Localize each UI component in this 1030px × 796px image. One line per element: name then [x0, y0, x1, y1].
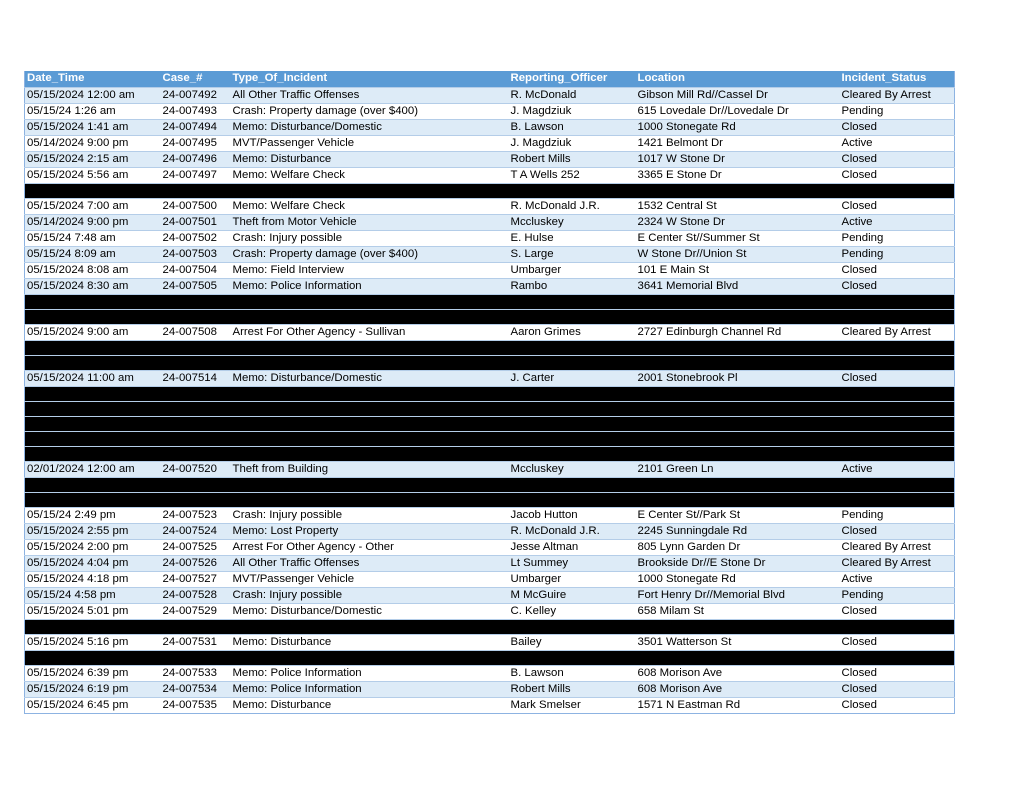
cell-location: 608 Morison Ave	[636, 681, 840, 697]
cell-type-of-incident: MVT/Passenger Vehicle	[231, 571, 509, 587]
redacted-row	[25, 294, 955, 309]
cell-incident-status: Pending	[840, 507, 955, 523]
cell-case-number: 24-007494	[161, 119, 231, 135]
cell-incident-status: Closed	[840, 278, 955, 294]
cell-reporting-officer: Mccluskey	[509, 461, 636, 477]
cell-location: 3365 E Stone Dr	[636, 167, 840, 183]
cell-incident-status	[840, 446, 955, 461]
cell-location: 2001 Stonebrook Pl	[636, 370, 840, 386]
cell-date-time	[25, 401, 161, 416]
cell-type-of-incident: Theft from Motor Vehicle	[231, 214, 509, 230]
cell-reporting-officer	[509, 477, 636, 492]
cell-location: 805 Lynn Garden Dr	[636, 539, 840, 555]
cell-incident-status: Closed	[840, 523, 955, 539]
cell-date-time: 05/15/2024 8:08 am	[25, 262, 161, 278]
cell-reporting-officer: Jesse Altman	[509, 539, 636, 555]
column-header-type-of-incident: Type_Of_Incident	[231, 71, 509, 87]
column-header-reporting-officer: Reporting_Officer	[509, 71, 636, 87]
cell-incident-status: Pending	[840, 246, 955, 262]
cell-location: 658 Milam St	[636, 603, 840, 619]
table-row	[25, 87, 955, 103]
cell-location	[636, 355, 840, 370]
cell-type-of-incident: Memo: Disturbance	[231, 634, 509, 650]
redacted-row	[25, 401, 955, 416]
cell-incident-status: Closed	[840, 697, 955, 713]
redacted-row	[25, 340, 955, 355]
cell-reporting-officer: Umbarger	[509, 571, 636, 587]
cell-incident-status	[840, 355, 955, 370]
cell-case-number	[161, 309, 231, 324]
cell-case-number: 24-007505	[161, 278, 231, 294]
cell-case-number: 24-007528	[161, 587, 231, 603]
cell-date-time	[25, 355, 161, 370]
table-row	[25, 214, 955, 230]
cell-date-time	[25, 416, 161, 431]
cell-incident-status: Closed	[840, 634, 955, 650]
cell-incident-status	[840, 183, 955, 198]
redacted-row	[25, 477, 955, 492]
cell-type-of-incident: Memo: Disturbance/Domestic	[231, 119, 509, 135]
cell-reporting-officer: T A Wells 252	[509, 167, 636, 183]
table-row	[25, 278, 955, 294]
cell-location: 2324 W Stone Dr	[636, 214, 840, 230]
table-row	[25, 370, 955, 386]
cell-reporting-officer	[509, 294, 636, 309]
cell-case-number: 24-007529	[161, 603, 231, 619]
cell-incident-status	[840, 431, 955, 446]
table-row	[25, 539, 955, 555]
cell-location: Gibson Mill Rd//Cassel Dr	[636, 87, 840, 103]
cell-date-time: 02/01/2024 12:00 am	[25, 461, 161, 477]
cell-date-time	[25, 183, 161, 198]
table-row	[25, 103, 955, 119]
cell-case-number	[161, 355, 231, 370]
cell-date-time: 05/15/24 2:49 pm	[25, 507, 161, 523]
cell-reporting-officer: J. Magdziuk	[509, 103, 636, 119]
cell-date-time: 05/15/2024 1:41 am	[25, 119, 161, 135]
cell-type-of-incident: Memo: Disturbance	[231, 697, 509, 713]
cell-case-number: 24-007495	[161, 135, 231, 151]
column-header-date-time: Date_Time	[25, 71, 161, 87]
cell-reporting-officer	[509, 386, 636, 401]
cell-type-of-incident	[231, 650, 509, 665]
cell-date-time: 05/15/2024 2:55 pm	[25, 523, 161, 539]
cell-incident-status: Cleared By Arrest	[840, 87, 955, 103]
cell-incident-status: Cleared By Arrest	[840, 539, 955, 555]
cell-type-of-incident	[231, 619, 509, 634]
cell-date-time	[25, 386, 161, 401]
cell-location	[636, 431, 840, 446]
column-header-location: Location	[636, 71, 840, 87]
cell-type-of-incident	[231, 477, 509, 492]
cell-type-of-incident: All Other Traffic Offenses	[231, 87, 509, 103]
cell-case-number	[161, 340, 231, 355]
table-row	[25, 119, 955, 135]
cell-reporting-officer	[509, 416, 636, 431]
cell-incident-status: Closed	[840, 681, 955, 697]
cell-reporting-officer: R. McDonald	[509, 87, 636, 103]
cell-case-number	[161, 619, 231, 634]
cell-date-time	[25, 294, 161, 309]
cell-type-of-incident: Arrest For Other Agency - Sullivan	[231, 324, 509, 340]
cell-case-number: 24-007531	[161, 634, 231, 650]
cell-date-time: 05/14/2024 9:00 pm	[25, 214, 161, 230]
incident-log-table	[24, 71, 955, 714]
cell-date-time: 05/15/2024 5:56 am	[25, 167, 161, 183]
cell-location	[636, 492, 840, 507]
cell-case-number	[161, 650, 231, 665]
cell-reporting-officer: M McGuire	[509, 587, 636, 603]
cell-date-time: 05/15/2024 12:00 am	[25, 87, 161, 103]
cell-reporting-officer: Rambo	[509, 278, 636, 294]
cell-location	[636, 309, 840, 324]
cell-reporting-officer: Robert Mills	[509, 681, 636, 697]
table-row	[25, 230, 955, 246]
cell-case-number: 24-007534	[161, 681, 231, 697]
cell-location	[636, 401, 840, 416]
cell-type-of-incident: Theft from Building	[231, 461, 509, 477]
cell-type-of-incident: Arrest For Other Agency - Other	[231, 539, 509, 555]
cell-case-number: 24-007504	[161, 262, 231, 278]
cell-date-time: 05/15/2024 4:04 pm	[25, 555, 161, 571]
cell-incident-status: Pending	[840, 230, 955, 246]
cell-incident-status	[840, 309, 955, 324]
redacted-row	[25, 492, 955, 507]
cell-case-number: 24-007508	[161, 324, 231, 340]
cell-case-number	[161, 446, 231, 461]
redacted-row	[25, 619, 955, 634]
cell-location: E Center St//Park St	[636, 507, 840, 523]
cell-date-time	[25, 446, 161, 461]
cell-case-number: 24-007514	[161, 370, 231, 386]
cell-location: 1421 Belmont Dr	[636, 135, 840, 151]
cell-type-of-incident: Crash: Property damage (over $400)	[231, 103, 509, 119]
cell-date-time	[25, 650, 161, 665]
cell-date-time: 05/15/2024 2:15 am	[25, 151, 161, 167]
table-row	[25, 324, 955, 340]
cell-date-time: 05/15/2024 6:39 pm	[25, 665, 161, 681]
cell-case-number: 24-007520	[161, 461, 231, 477]
table-row	[25, 665, 955, 681]
cell-case-number: 24-007502	[161, 230, 231, 246]
cell-case-number: 24-007496	[161, 151, 231, 167]
cell-location: 2245 Sunningdale Rd	[636, 523, 840, 539]
cell-location: 1017 W Stone Dr	[636, 151, 840, 167]
cell-location: 608 Morison Ave	[636, 665, 840, 681]
cell-case-number: 24-007492	[161, 87, 231, 103]
cell-case-number	[161, 401, 231, 416]
cell-type-of-incident	[231, 416, 509, 431]
cell-case-number	[161, 477, 231, 492]
cell-date-time: 05/15/2024 9:00 am	[25, 324, 161, 340]
cell-reporting-officer	[509, 355, 636, 370]
cell-reporting-officer: Jacob Hutton	[509, 507, 636, 523]
table-row	[25, 603, 955, 619]
cell-date-time: 05/14/2024 9:00 pm	[25, 135, 161, 151]
cell-reporting-officer: Robert Mills	[509, 151, 636, 167]
cell-type-of-incident	[231, 355, 509, 370]
cell-incident-status	[840, 386, 955, 401]
cell-incident-status: Closed	[840, 262, 955, 278]
cell-incident-status: Closed	[840, 119, 955, 135]
cell-reporting-officer: Umbarger	[509, 262, 636, 278]
cell-type-of-incident	[231, 446, 509, 461]
cell-type-of-incident	[231, 309, 509, 324]
cell-incident-status: Cleared By Arrest	[840, 555, 955, 571]
cell-date-time: 05/15/2024 8:30 am	[25, 278, 161, 294]
cell-location: 3501 Watterson St	[636, 634, 840, 650]
cell-type-of-incident: Memo: Disturbance	[231, 151, 509, 167]
cell-case-number	[161, 294, 231, 309]
cell-case-number	[161, 183, 231, 198]
cell-date-time: 05/15/2024 2:00 pm	[25, 539, 161, 555]
cell-reporting-officer: R. McDonald J.R.	[509, 198, 636, 214]
cell-case-number: 24-007533	[161, 665, 231, 681]
cell-type-of-incident: Memo: Field Interview	[231, 262, 509, 278]
cell-type-of-incident	[231, 294, 509, 309]
cell-date-time: 05/15/2024 6:19 pm	[25, 681, 161, 697]
cell-location: 1000 Stonegate Rd	[636, 119, 840, 135]
cell-type-of-incident	[231, 183, 509, 198]
cell-case-number: 24-007527	[161, 571, 231, 587]
cell-type-of-incident: Memo: Welfare Check	[231, 198, 509, 214]
cell-case-number	[161, 431, 231, 446]
cell-location: Brookside Dr//E Stone Dr	[636, 555, 840, 571]
cell-case-number: 24-007526	[161, 555, 231, 571]
table-row	[25, 697, 955, 713]
cell-incident-status: Closed	[840, 370, 955, 386]
cell-type-of-incident	[231, 492, 509, 507]
cell-type-of-incident: Crash: Property damage (over $400)	[231, 246, 509, 262]
cell-location: 1571 N Eastman Rd	[636, 697, 840, 713]
cell-reporting-officer	[509, 340, 636, 355]
cell-incident-status: Active	[840, 461, 955, 477]
cell-incident-status	[840, 401, 955, 416]
cell-reporting-officer: Mark Smelser	[509, 697, 636, 713]
cell-location	[636, 446, 840, 461]
cell-location	[636, 294, 840, 309]
redacted-row	[25, 183, 955, 198]
cell-case-number: 24-007523	[161, 507, 231, 523]
cell-type-of-incident: Memo: Disturbance/Domestic	[231, 603, 509, 619]
cell-incident-status: Closed	[840, 167, 955, 183]
cell-location	[636, 183, 840, 198]
table-row	[25, 634, 955, 650]
cell-case-number: 24-007525	[161, 539, 231, 555]
cell-date-time	[25, 492, 161, 507]
cell-case-number: 24-007535	[161, 697, 231, 713]
cell-reporting-officer	[509, 650, 636, 665]
cell-reporting-officer: Bailey	[509, 634, 636, 650]
cell-incident-status: Active	[840, 571, 955, 587]
cell-reporting-officer	[509, 431, 636, 446]
table-row	[25, 461, 955, 477]
table-row	[25, 198, 955, 214]
table-row	[25, 571, 955, 587]
cell-location: 2727 Edinburgh Channel Rd	[636, 324, 840, 340]
redacted-row	[25, 431, 955, 446]
cell-date-time: 05/15/2024 7:00 am	[25, 198, 161, 214]
table-row	[25, 507, 955, 523]
cell-incident-status: Closed	[840, 603, 955, 619]
cell-incident-status	[840, 619, 955, 634]
cell-date-time: 05/15/2024 5:16 pm	[25, 634, 161, 650]
cell-reporting-officer: Mccluskey	[509, 214, 636, 230]
cell-incident-status	[840, 416, 955, 431]
cell-type-of-incident: Memo: Police Information	[231, 681, 509, 697]
cell-date-time: 05/15/24 7:48 am	[25, 230, 161, 246]
cell-date-time	[25, 431, 161, 446]
cell-type-of-incident	[231, 431, 509, 446]
cell-reporting-officer: J. Carter	[509, 370, 636, 386]
table-row	[25, 135, 955, 151]
cell-case-number	[161, 492, 231, 507]
cell-reporting-officer: E. Hulse	[509, 230, 636, 246]
cell-incident-status	[840, 650, 955, 665]
cell-case-number	[161, 386, 231, 401]
cell-type-of-incident: Memo: Police Information	[231, 665, 509, 681]
cell-location: 1532 Central St	[636, 198, 840, 214]
cell-type-of-incident: Crash: Injury possible	[231, 230, 509, 246]
cell-reporting-officer	[509, 309, 636, 324]
cell-type-of-incident: Memo: Lost Property	[231, 523, 509, 539]
cell-date-time: 05/15/2024 11:00 am	[25, 370, 161, 386]
redacted-row	[25, 355, 955, 370]
cell-reporting-officer: Lt Summey	[509, 555, 636, 571]
table-row	[25, 167, 955, 183]
table-row	[25, 523, 955, 539]
cell-reporting-officer: Aaron Grimes	[509, 324, 636, 340]
cell-location: 101 E Main St	[636, 262, 840, 278]
cell-type-of-incident: Memo: Police Information	[231, 278, 509, 294]
cell-location	[636, 416, 840, 431]
cell-incident-status	[840, 477, 955, 492]
cell-location: 3641 Memorial Blvd	[636, 278, 840, 294]
cell-reporting-officer	[509, 619, 636, 634]
cell-reporting-officer: B. Lawson	[509, 665, 636, 681]
table-row	[25, 587, 955, 603]
cell-location: 2101 Green Ln	[636, 461, 840, 477]
cell-incident-status: Pending	[840, 103, 955, 119]
cell-incident-status: Closed	[840, 665, 955, 681]
cell-incident-status	[840, 492, 955, 507]
cell-type-of-incident	[231, 340, 509, 355]
cell-reporting-officer	[509, 401, 636, 416]
table-row	[25, 555, 955, 571]
cell-date-time: 05/15/24 1:26 am	[25, 103, 161, 119]
redacted-row	[25, 446, 955, 461]
cell-date-time	[25, 309, 161, 324]
cell-case-number: 24-007501	[161, 214, 231, 230]
cell-reporting-officer: J. Magdziuk	[509, 135, 636, 151]
cell-location	[636, 619, 840, 634]
cell-location	[636, 650, 840, 665]
redacted-row	[25, 650, 955, 665]
cell-case-number	[161, 416, 231, 431]
table-body	[25, 87, 955, 713]
cell-date-time	[25, 619, 161, 634]
cell-case-number: 24-007497	[161, 167, 231, 183]
table-row	[25, 681, 955, 697]
cell-location: Fort Henry Dr//Memorial Blvd	[636, 587, 840, 603]
cell-type-of-incident: Memo: Disturbance/Domestic	[231, 370, 509, 386]
cell-date-time: 05/15/2024 5:01 pm	[25, 603, 161, 619]
cell-type-of-incident	[231, 401, 509, 416]
column-header-case-number: Case_#	[161, 71, 231, 87]
cell-incident-status	[840, 294, 955, 309]
cell-reporting-officer: B. Lawson	[509, 119, 636, 135]
cell-date-time: 05/15/24 8:09 am	[25, 246, 161, 262]
cell-case-number: 24-007524	[161, 523, 231, 539]
column-header-incident-status: Incident_Status	[840, 71, 955, 87]
table-row	[25, 262, 955, 278]
cell-incident-status: Active	[840, 214, 955, 230]
cell-location: E Center St//Summer St	[636, 230, 840, 246]
redacted-row	[25, 416, 955, 431]
cell-reporting-officer	[509, 446, 636, 461]
redacted-row	[25, 386, 955, 401]
redacted-row	[25, 309, 955, 324]
cell-case-number: 24-007503	[161, 246, 231, 262]
cell-reporting-officer: C. Kelley	[509, 603, 636, 619]
table-header	[25, 71, 955, 87]
cell-incident-status: Closed	[840, 151, 955, 167]
cell-incident-status: Active	[840, 135, 955, 151]
cell-location: W Stone Dr//Union St	[636, 246, 840, 262]
cell-location: 1000 Stonegate Rd	[636, 571, 840, 587]
table-row	[25, 246, 955, 262]
cell-type-of-incident: Memo: Welfare Check	[231, 167, 509, 183]
cell-incident-status	[840, 340, 955, 355]
cell-type-of-incident: Crash: Injury possible	[231, 507, 509, 523]
cell-reporting-officer: R. McDonald J.R.	[509, 523, 636, 539]
cell-case-number: 24-007493	[161, 103, 231, 119]
cell-incident-status: Closed	[840, 198, 955, 214]
cell-location	[636, 340, 840, 355]
cell-case-number: 24-007500	[161, 198, 231, 214]
cell-location	[636, 477, 840, 492]
cell-date-time	[25, 477, 161, 492]
cell-incident-status: Pending	[840, 587, 955, 603]
header-row	[25, 71, 955, 87]
cell-incident-status: Cleared By Arrest	[840, 324, 955, 340]
cell-type-of-incident: Crash: Injury possible	[231, 587, 509, 603]
cell-reporting-officer: S. Large	[509, 246, 636, 262]
cell-reporting-officer	[509, 183, 636, 198]
cell-type-of-incident	[231, 386, 509, 401]
cell-date-time: 05/15/2024 6:45 pm	[25, 697, 161, 713]
cell-location: 615 Lovedale Dr//Lovedale Dr	[636, 103, 840, 119]
cell-reporting-officer	[509, 492, 636, 507]
cell-type-of-incident: MVT/Passenger Vehicle	[231, 135, 509, 151]
cell-location	[636, 386, 840, 401]
cell-date-time: 05/15/24 4:58 pm	[25, 587, 161, 603]
cell-type-of-incident: All Other Traffic Offenses	[231, 555, 509, 571]
cell-date-time: 05/15/2024 4:18 pm	[25, 571, 161, 587]
table-row	[25, 151, 955, 167]
cell-date-time	[25, 340, 161, 355]
